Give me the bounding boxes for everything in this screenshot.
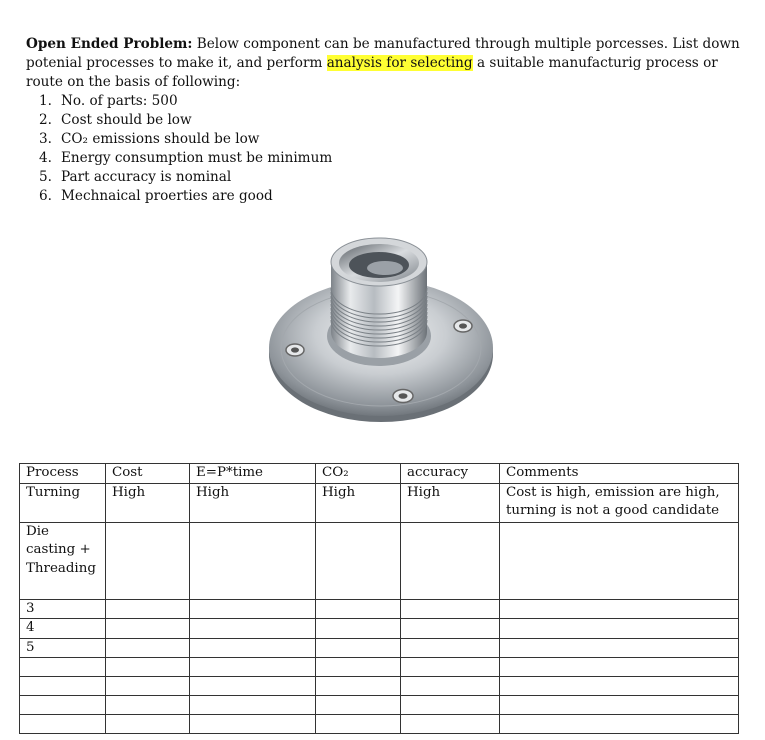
header-cost: Cost [106, 464, 190, 484]
cell-energy: High [190, 483, 316, 522]
cell-empty [500, 677, 739, 696]
cell-process: 4 [20, 619, 106, 639]
cell-process: Turning [20, 483, 106, 522]
cell-empty [190, 638, 316, 658]
cell-empty [401, 696, 500, 715]
cell-empty [316, 619, 401, 639]
cell-empty [316, 696, 401, 715]
cell-empty [500, 619, 739, 639]
table-row [20, 483, 739, 522]
cell-comments: Cost is high, emission are high, turning is not a good candidate [500, 483, 739, 522]
cell-empty [190, 696, 316, 715]
cell-process: 5 [20, 638, 106, 658]
table-row [20, 677, 739, 696]
highlighted-text: analysis for selecting [326, 55, 473, 71]
flange-pipe-fitting-icon [265, 232, 497, 424]
problem-text-after: a suitable manufacturig process or route on the basis of following: [26, 55, 718, 90]
cell-empty [106, 522, 190, 599]
cell-process: Die casting + Threading [20, 522, 106, 599]
cell-empty [500, 658, 739, 677]
cell-empty [401, 619, 500, 639]
problem-paragraph [26, 35, 742, 92]
cell-empty [20, 658, 106, 677]
cell-process: 3 [20, 599, 106, 619]
problem-lead: Open Ended Problem: [26, 36, 193, 52]
table-row [20, 658, 739, 677]
list-item: 2. Cost should be low [39, 112, 192, 128]
cell-empty [500, 522, 739, 599]
cell-empty [401, 715, 500, 734]
cell-empty [401, 599, 500, 619]
list-item: 3. CO₂ emissions should be low [39, 131, 260, 147]
table-header-row [20, 464, 739, 484]
table-row [20, 522, 739, 599]
table-row [20, 599, 739, 619]
list-item: 1. No. of parts: 500 [39, 93, 178, 109]
cell-empty [190, 619, 316, 639]
cell-empty [20, 715, 106, 734]
problem-statement [26, 35, 742, 206]
cell-empty [190, 599, 316, 619]
table-row [20, 619, 739, 639]
list-item: 5. Part accuracy is nominal [39, 169, 232, 185]
list-item: 6. Mechnaical proerties are good [39, 188, 273, 204]
cell-empty [190, 677, 316, 696]
cell-empty [106, 638, 190, 658]
cell-empty [316, 599, 401, 619]
cell-empty [316, 677, 401, 696]
cell-empty [316, 658, 401, 677]
list-item: 4. Energy consumption must be minimum [39, 150, 333, 166]
cell-empty [316, 715, 401, 734]
header-comments: Comments [500, 464, 739, 484]
cell-empty [106, 696, 190, 715]
cell-accuracy: High [401, 483, 500, 522]
header-accuracy: accuracy [401, 464, 500, 484]
problem-text-before: Below component can be manufactured through multiple porcesses. List down potenial processes to make it, and perform [26, 36, 740, 71]
cell-empty [401, 677, 500, 696]
cell-empty [500, 638, 739, 658]
table-row [20, 696, 739, 715]
process-comparison-table [19, 463, 739, 734]
cell-empty [190, 715, 316, 734]
cell-empty [401, 658, 500, 677]
cell-empty [401, 522, 500, 599]
cell-empty [20, 677, 106, 696]
cell-empty [401, 638, 500, 658]
header-process: Process [20, 464, 106, 484]
cell-empty [106, 677, 190, 696]
cell-empty [106, 715, 190, 734]
cell-empty [316, 638, 401, 658]
cell-empty [190, 522, 316, 599]
cell-cost: High [106, 483, 190, 522]
table-row [20, 638, 739, 658]
cell-empty [106, 658, 190, 677]
cell-empty [500, 599, 739, 619]
cell-empty [190, 658, 316, 677]
cell-empty [20, 696, 106, 715]
cell-empty [106, 599, 190, 619]
cell-empty [500, 696, 739, 715]
cell-co2: High [316, 483, 401, 522]
requirements-list [26, 92, 742, 206]
header-co2: CO₂ [316, 464, 401, 484]
cell-empty [106, 619, 190, 639]
header-energy: E=P*time [190, 464, 316, 484]
table-row [20, 715, 739, 734]
cell-empty [316, 522, 401, 599]
flange-component-image [265, 232, 497, 424]
cell-empty [500, 715, 739, 734]
